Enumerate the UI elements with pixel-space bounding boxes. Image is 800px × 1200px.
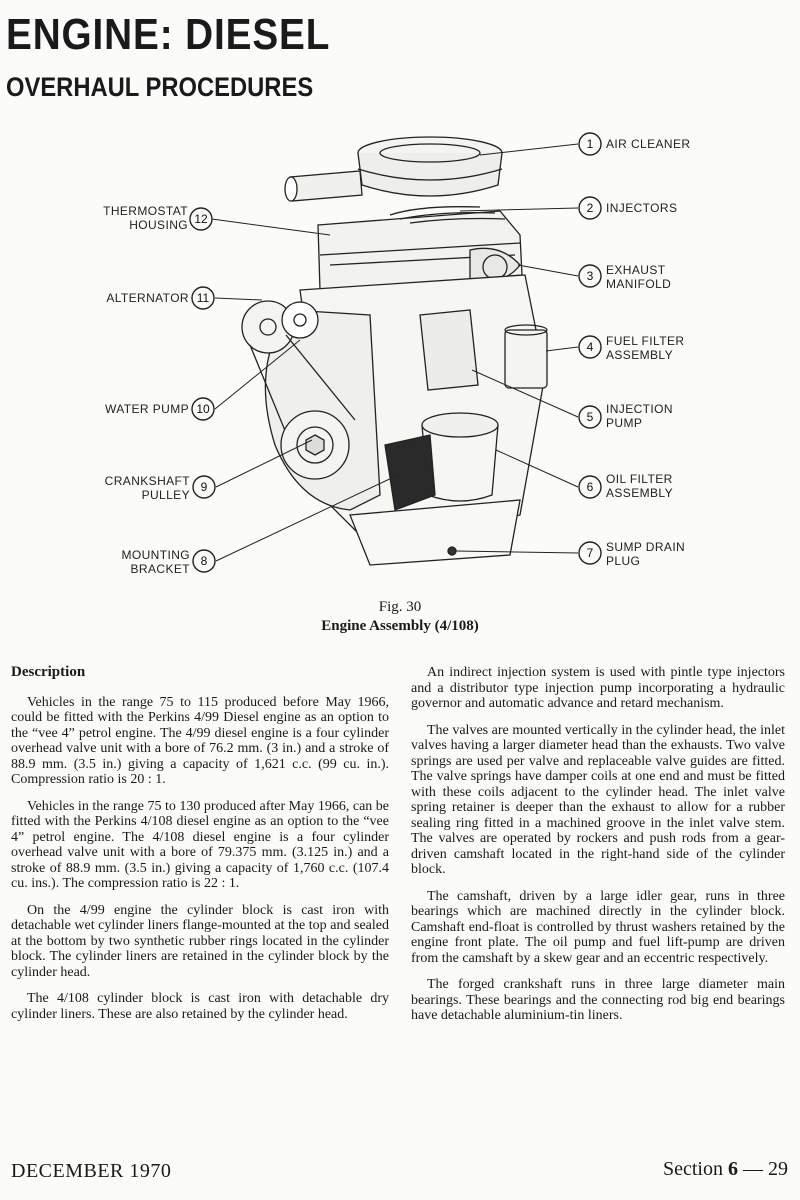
figure-number: Fig. 30 [378, 599, 422, 615]
callout-label-10-line1: WATER PUMP [105, 402, 189, 416]
section-heading: Description [11, 664, 86, 680]
callout-label-8-line2: BRACKET [130, 562, 190, 576]
callout-num-6: 6 [586, 480, 594, 494]
paragraph: The camshaft, driven by a large idler gear, runs in three bearings which are machined directly in the cylinder block. Camshaft end-float is controlled by thrust washers retained by the engine front plate. The oil pump and fuel lift-pump are driven from the camshaft by a skew gear and an eccentric respectively. [411, 888, 785, 966]
footer-section [663, 1158, 788, 1181]
callout-label-3 [606, 263, 671, 291]
paragraph: Vehicles in the range 75 to 130 produced after May 1966, can be fitted with the Perkins 4/108 diesel engine as an option to the “vee 4” petrol engine. The 4/108 diesel engine is a four cylinder overhead valve unit with a bore of 79.375 mm. (3.125 in.) and a stroke of 88.9 mm. (3.5 in.) giving a capacity of 1,760 c.c. (107.4 cu. ins.). The compression ratio is 22 : 1. [11, 798, 389, 891]
callout-num-11: 11 [196, 291, 210, 305]
callout-label-5 [606, 402, 673, 430]
callout-num-10: 10 [196, 402, 210, 416]
left-column [11, 665, 389, 1033]
callout-num-1: 1 [586, 137, 594, 151]
paragraph: On the 4/99 engine the cylinder block is cast iron with detachable wet cylinder liners flange-mounted at the top and sealed at the bottom by two synthetic rubber rings located in the cylinder block. The cylinder liners are retained in the cylinder block by the cylinder head. [11, 902, 389, 980]
right-column [411, 665, 785, 1035]
callout-label-4-line2: ASSEMBLY [606, 348, 674, 362]
paragraph: Vehicles in the range 75 to 115 produced before May 1966, could be fitted with the Perkins 4/99 Diesel engine as an option to the “vee 4” petrol engine. The 4/99 diesel engine is a four cylinder overhead valve unit with a bore of 76.2 mm. (3 in.) and a stroke of 88.9 mm. (3.5 in.) giving a capacity of 1,621 c.c. (99 cu. in.). Compression ratio is 20 : 1. [11, 694, 389, 787]
callout-label-3-line2: MANIFOLD [606, 277, 672, 291]
callout-num-9: 9 [200, 480, 208, 494]
callout-label-8 [121, 548, 190, 576]
callout-label-9 [105, 474, 190, 502]
page-subtitle: OVERHAUL PROCEDURES [6, 72, 314, 102]
callout-label-10 [105, 402, 189, 416]
callout-label-7 [606, 540, 685, 568]
callout-label-11-line1: ALTERNATOR [106, 291, 189, 305]
callout-label-1 [606, 137, 690, 151]
callout-label-8-line1: MOUNTING [121, 548, 190, 562]
callout-label-5-line2: PUMP [606, 416, 643, 430]
page-title: ENGINE: DIESEL [6, 10, 331, 59]
callout-label-9-line2: PULLEY [141, 488, 190, 502]
figure-caption [0, 598, 800, 636]
callout-label-1-line1: AIR CLEANER [606, 137, 691, 151]
callout-label-7-line2: PLUG [606, 554, 641, 568]
callout-label-6-line2: ASSEMBLY [606, 486, 674, 500]
callout-label-5-line1: INJECTION [606, 402, 673, 416]
callout-label-6 [606, 472, 673, 500]
page-number: 29 [768, 1158, 788, 1180]
figure-title: Engine Assembly (4/108) [321, 618, 479, 634]
section-prefix: Section [663, 1158, 728, 1180]
paragraph: The valves are mounted vertically in the cylinder head, the inlet valves having a larger diameter head than the exhausts. Two valve springs are used per valve and replaceable valve guides are fitted. The valve springs have damper coils at one end and must be fitted with these coils adjacent to the cylinder head. The inlet valve spring retainer is deeper than the exhaust to allow for a rubber sealing ring fitted in a machined groove in the inlet valve stem. The valves are operated by rockers and push rods from a gear-driven camshaft located in the right-hand side of the cylinder block. [411, 722, 785, 877]
callout-label-9-line1: CRANKSHAFT [104, 474, 190, 488]
callout-label-2-line1: INJECTORS [606, 201, 678, 215]
callout-num-4: 4 [586, 340, 594, 354]
callout-label-4-line1: FUEL FILTER [606, 334, 685, 348]
section-number: 6 [728, 1158, 738, 1180]
callout-label-4 [606, 334, 684, 362]
callout-num-8: 8 [200, 554, 208, 568]
callout-label-7-line1: SUMP DRAIN [606, 540, 686, 554]
callout-num-7: 7 [586, 546, 594, 560]
callout-label-11 [106, 291, 189, 305]
paragraph: The 4/108 cylinder block is cast iron with detachable dry cylinder liners. These are also retained by the cylinder head. [11, 991, 389, 1022]
page-separator: — [738, 1158, 768, 1180]
paragraph: An indirect injection system is used with pintle type injectors and a distributor type injection pump incorporating a hydraulic governor and automatic advance and retard mechanism. [411, 665, 785, 711]
callout-label-3-line1: EXHAUST [606, 263, 666, 277]
callout-num-3: 3 [586, 269, 594, 283]
engine-illustration [242, 137, 547, 565]
callout-num-2: 2 [586, 201, 594, 215]
callout-label-12-line1: THERMOSTAT [103, 204, 188, 218]
footer-date: DECEMBER 1970 [11, 1160, 172, 1182]
paragraph: The forged crankshaft runs in three large diameter main bearings. These bearings and the connecting rod big end bearings have detachable aluminium-tin liners. [411, 977, 785, 1023]
callout-num-12: 12 [194, 212, 208, 226]
callout-label-12 [103, 204, 188, 232]
callout-label-2 [606, 201, 677, 215]
callout-num-5: 5 [586, 410, 594, 424]
callout-label-12-line2: HOUSING [129, 218, 188, 232]
callout-label-6-line1: OIL FILTER [606, 472, 673, 486]
